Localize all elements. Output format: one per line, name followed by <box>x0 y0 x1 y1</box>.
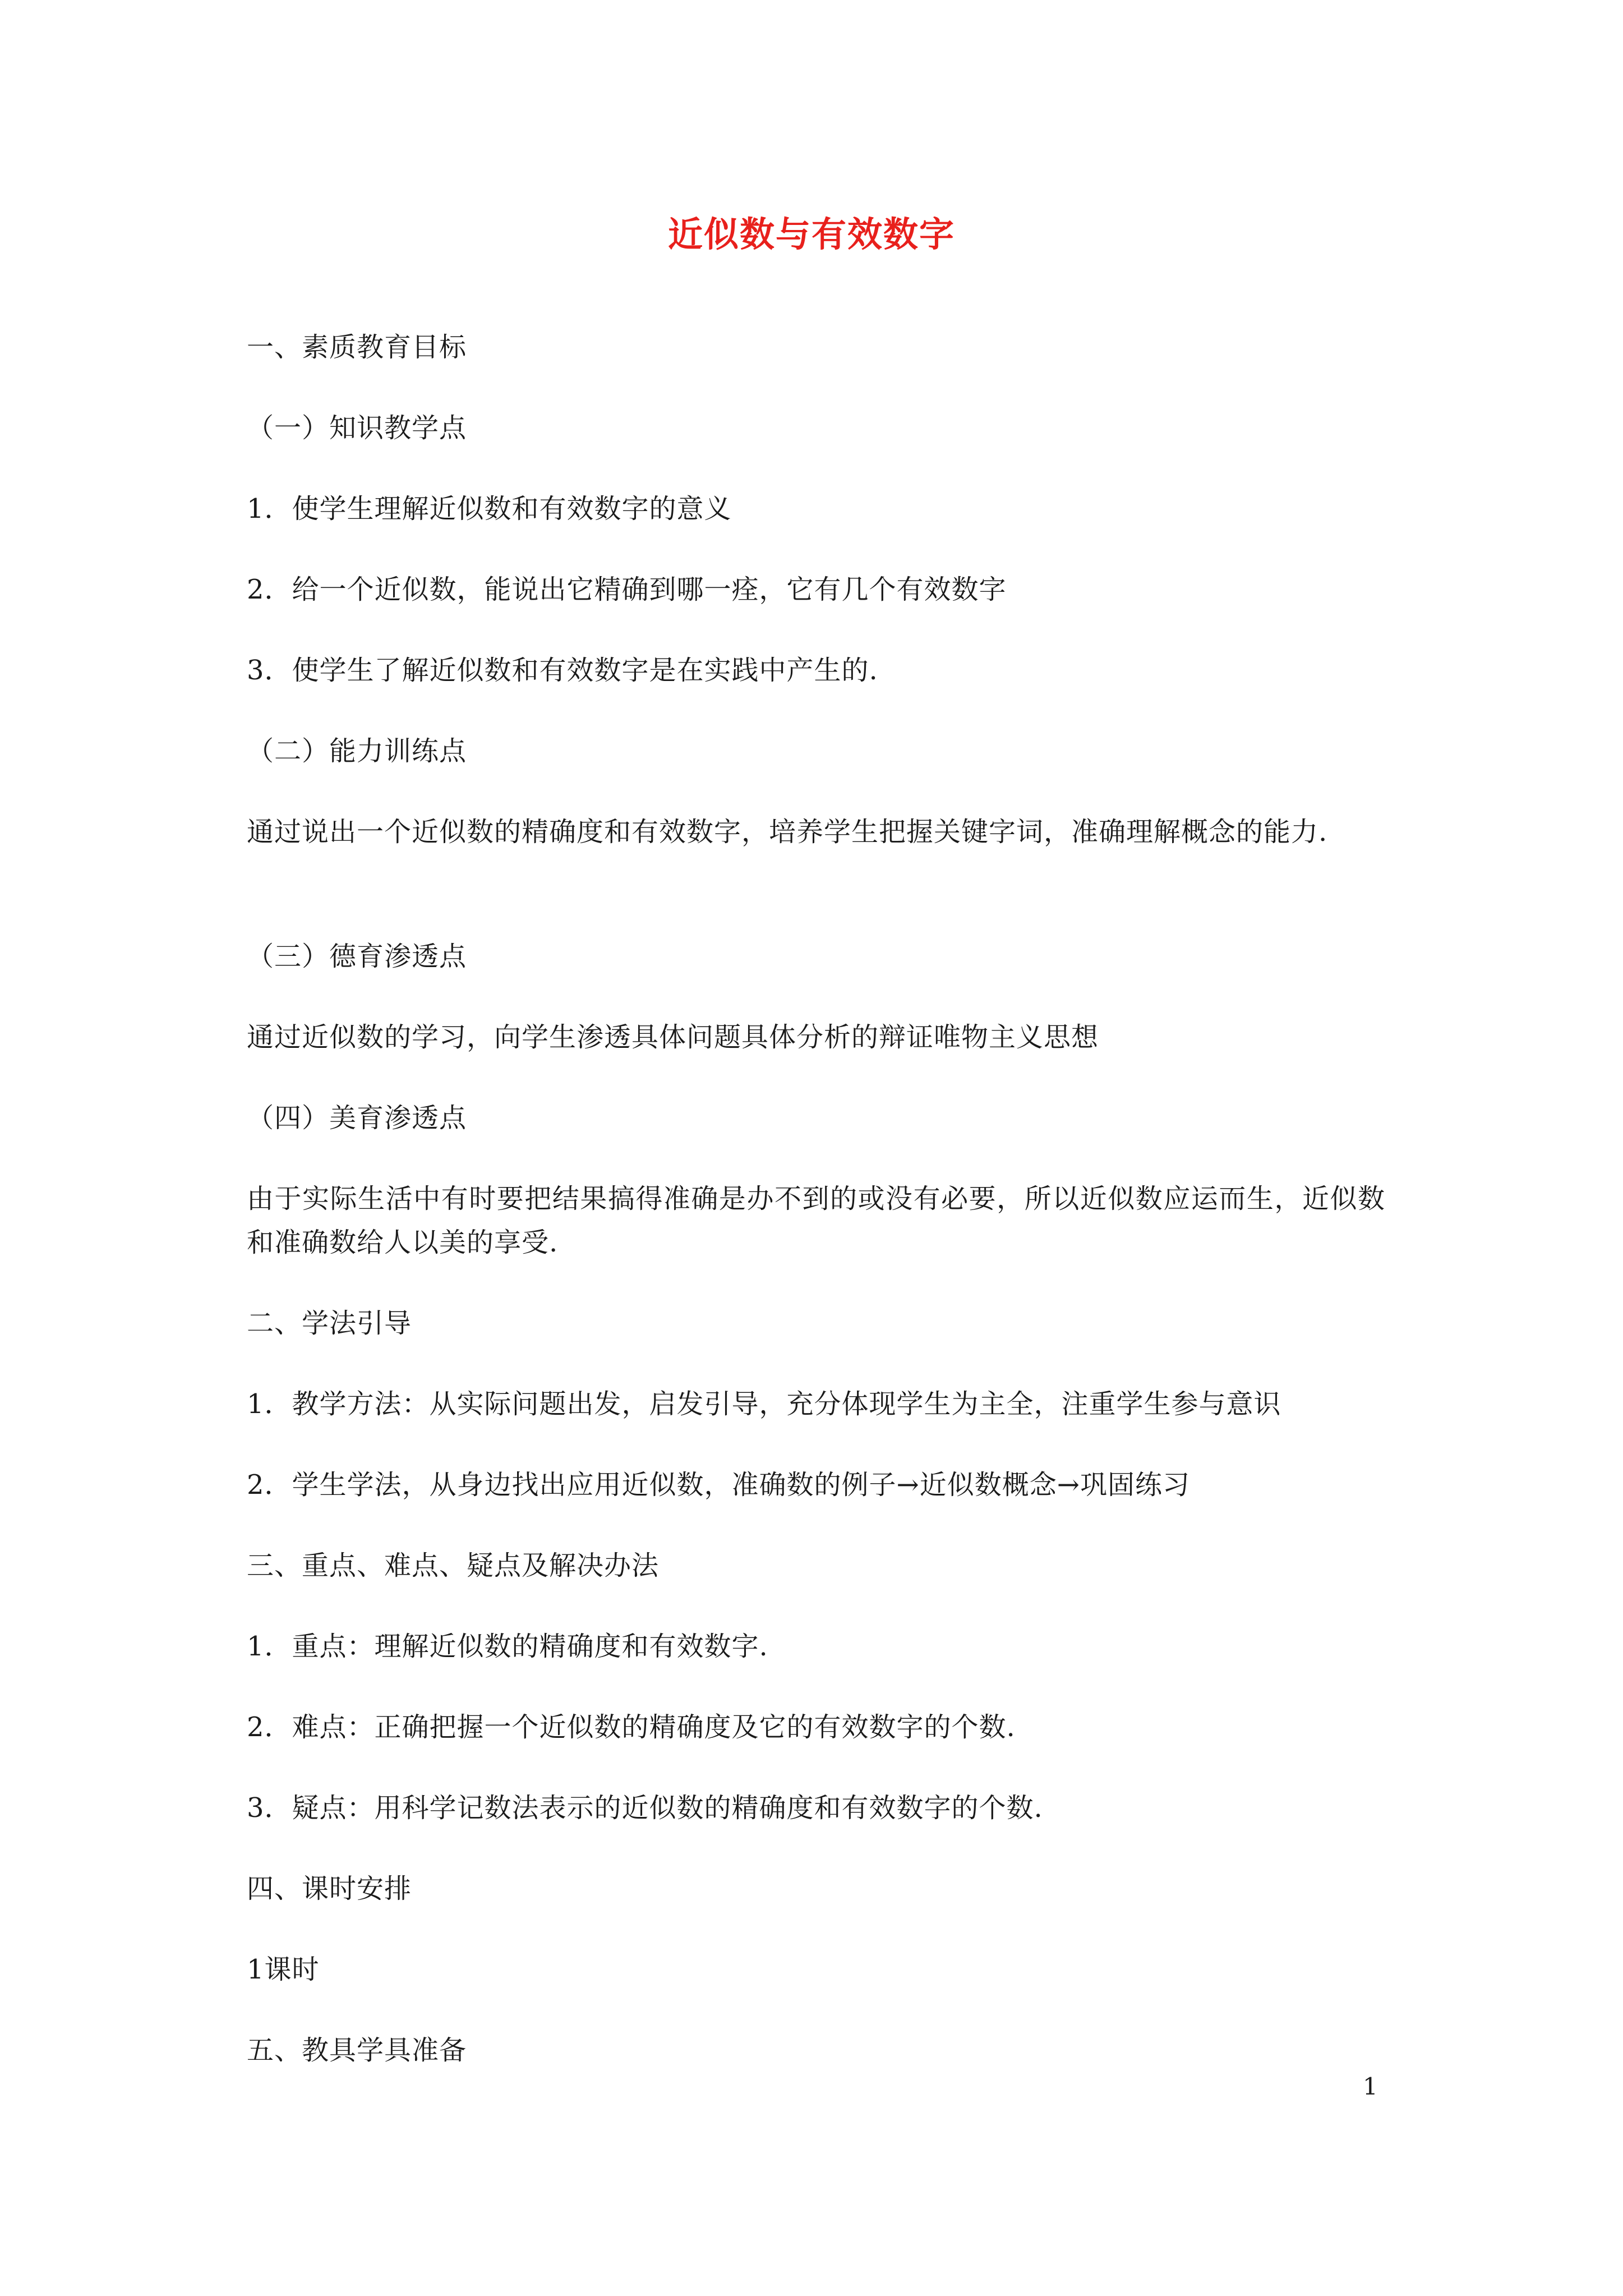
moral-paragraph: 通过近似数的学习，向学生渗透具体问题具体分析的辩证唯物主义思想 <box>247 1022 1099 1053</box>
key-point-item-2: 2．难点：正确把握一个近似数的精确度及它的有效数字的个数. <box>247 1711 1016 1743</box>
subheading-ability: （二）能力训练点 <box>247 735 467 767</box>
method-item-1: 1．教学方法：从实际问题出发，启发引导，充分体现学生为主全，注重学生参与意识 <box>247 1388 1281 1420</box>
section-heading-key-points: 三、重点、难点、疑点及解决办法 <box>247 1550 660 1581</box>
schedule-text: 1课时 <box>247 1954 320 1985</box>
key-point-item-3: 3．疑点：用科学记数法表示的近似数的精确度和有效数字的个数. <box>247 1792 1043 1824</box>
method-item-2: 2．学生学法，从身边找出应用近似数，准确数的例子→近似数概念→巩固练习 <box>247 1469 1190 1501</box>
page-number: 1 <box>1363 2073 1378 2100</box>
ability-paragraph: 通过说出一个近似数的精确度和有效数字，培养学生把握关键字词，准确理解概念的能力. <box>247 816 1328 848</box>
subheading-moral: （三）德育渗透点 <box>247 941 467 972</box>
section-heading-schedule: 四、课时安排 <box>247 1873 412 1904</box>
knowledge-item-1: 1．使学生理解近似数和有效数字的意义 <box>247 493 732 524</box>
aesthetic-paragraph: 由于实际生活中有时要把结果搞得准确是办不到的或没有必要，所以近似数应运而生，近似数和准确数给人以美的享受. <box>247 1183 1385 1258</box>
section-heading-method: 二、学法引导 <box>247 1308 412 1339</box>
section-heading-materials: 五、教具学具准备 <box>247 2035 467 2066</box>
knowledge-item-3: 3．使学生了解近似数和有效数字是在实践中产生的. <box>247 655 878 686</box>
subheading-aesthetic: （四）美育渗透点 <box>247 1102 467 1134</box>
knowledge-item-2: 2．给一个近似数，能说出它精确到哪一痊，它有几个有效数字 <box>247 574 1007 605</box>
subheading-knowledge: （一）知识教学点 <box>247 412 467 444</box>
key-point-item-1: 1．重点：理解近似数的精确度和有效数字. <box>247 1631 768 1662</box>
document-title: 近似数与有效数字 <box>667 214 955 255</box>
section-heading-goals: 一、素质教育目标 <box>247 332 467 363</box>
